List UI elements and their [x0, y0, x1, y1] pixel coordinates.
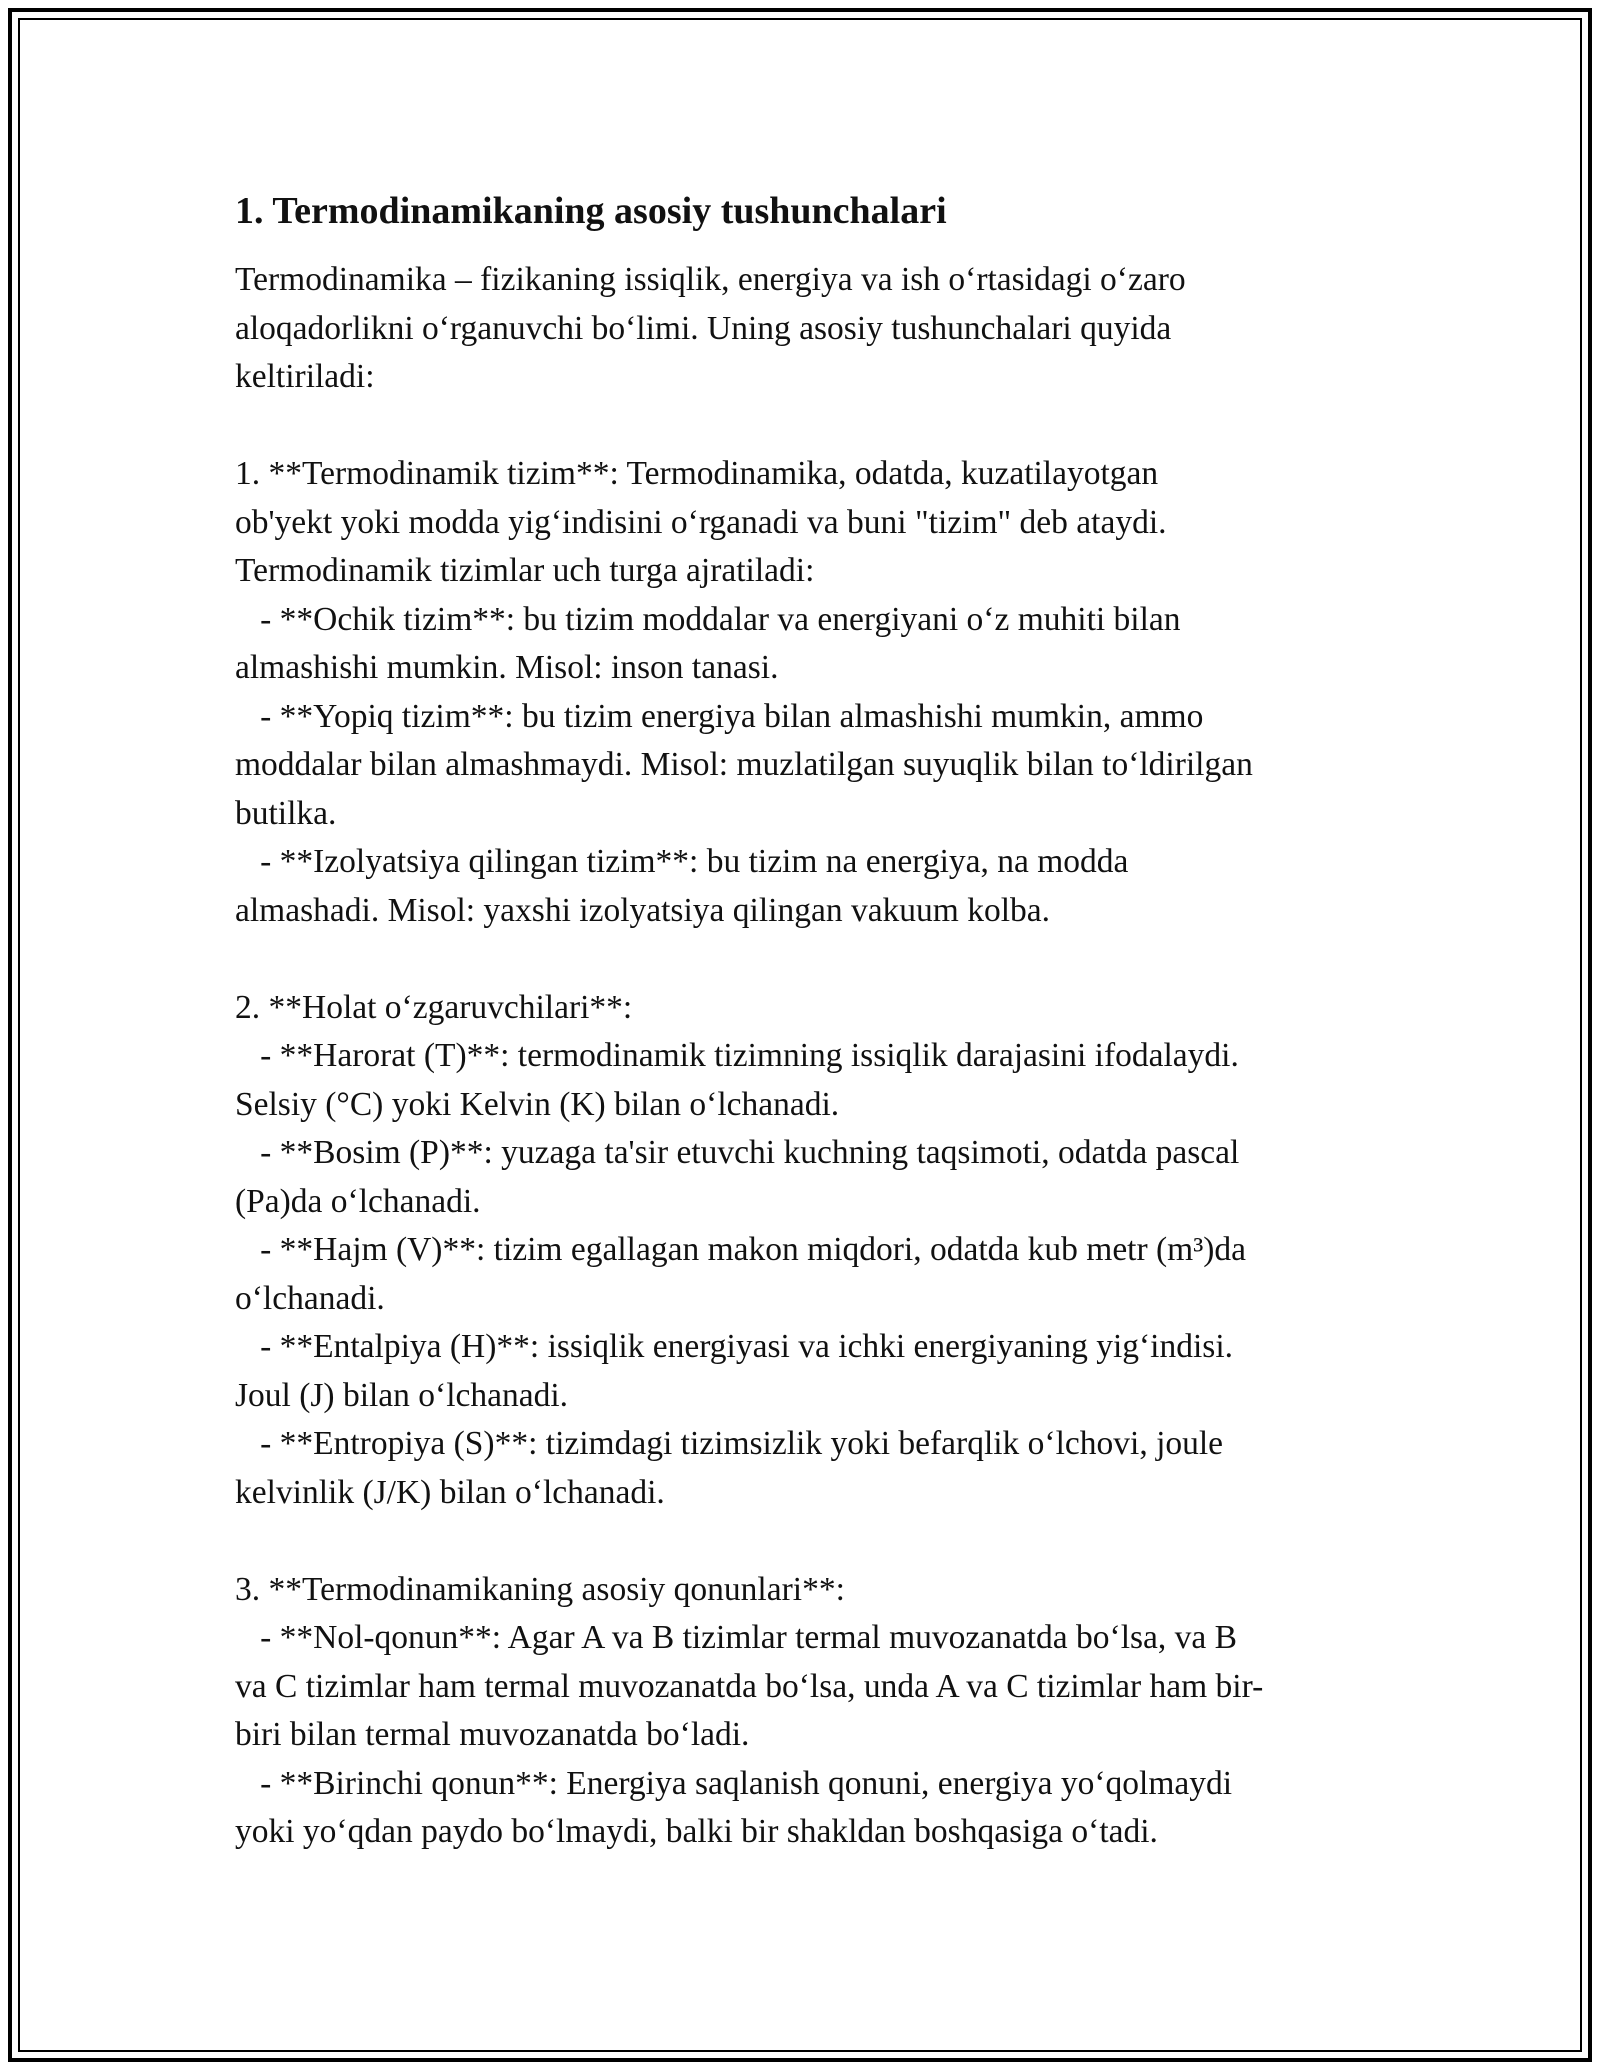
text-line: - **Bosim (P)**: yuzaga ta'sir etuvchi kuchning taqsimoti, odatda pascal [235, 1134, 1240, 1171]
paragraph-gap [235, 402, 1375, 451]
text-line: Joul (J) bilan o‘lchanadi. [235, 1376, 569, 1414]
paragraph-gap [235, 1517, 1375, 1566]
document-body [235, 186, 1375, 1857]
section-3-basic-laws [235, 1566, 1375, 1857]
text-line: - **Izolyatsiya qilingan tizim**: bu tizim na energiya, na modda [235, 843, 1129, 880]
text-line: almashadi. Misol: yaxshi izolyatsiya qilingan vakuum kolba. [235, 891, 1051, 929]
text-line: moddalar bilan almashmaydi. Misol: muzlatilgan suyuqlik bilan to‘ldirilgan [235, 746, 1253, 783]
text-line: - **Yopiq tizim**: bu tizim energiya bilan almashishi mumkin, ammo [235, 697, 1204, 735]
intro-line: keltiriladi: [235, 358, 375, 395]
text-line: - **Harorat (T)**: termodinamik tizimning issiqlik darajasini ifodalaydi. [235, 1037, 1239, 1074]
text-line: almashishi mumkin. Misol: inson tanasi. [235, 649, 779, 686]
text-line: - **Nol-qonun**: Agar A va B tizimlar termal muvozanatda bo‘lsa, va B [235, 1619, 1237, 1656]
intro-paragraph [235, 256, 1375, 402]
text-line: - **Hajm (V)**: tizim egallagan makon miqdori, odatda kub metr (m³)da [235, 1231, 1247, 1268]
section-2-state-variables [235, 984, 1375, 1518]
text-line: - **Entropiya (S)**: tizimdagi tizimsizlik yoki befarqlik o‘lchovi, joule [235, 1425, 1224, 1462]
text-line: ob'yekt yoki modda yig‘indisini o‘rganadi va buni "tizim" deb ataydi. [235, 503, 1167, 541]
text-line: - **Entalpiya (H)**: issiqlik energiyasi va ichki energiyaning yig‘indisi. [235, 1328, 1233, 1365]
text-line: - **Ochik tizim**: bu tizim moddalar va energiyani o‘z muhiti bilan [235, 600, 1181, 638]
text-line: yoki yo‘qdan paydo bo‘lmaydi, balki bir shakldan boshqasiga o‘tadi. [235, 1813, 1158, 1850]
paragraph-gap [235, 935, 1375, 984]
text-line: Termodinamik tizimlar uch turga ajratiladi: [235, 552, 815, 589]
section-1-thermodynamic-system [235, 450, 1375, 935]
intro-line: aloqadorlikni o‘rganuvchi bo‘limi. Uning asosiy tushunchalari quyida [235, 309, 1172, 347]
text-line: butilka. [235, 794, 337, 832]
text-line: (Pa)da o‘lchanadi. [235, 1182, 481, 1220]
text-line: kelvinlik (J/K) bilan o‘lchanadi. [235, 1473, 665, 1511]
text-line: Selsiy (°C) yoki Kelvin (K) bilan o‘lchanadi. [235, 1085, 840, 1123]
text-line: 1. **Termodinamik tizim**: Termodinamika, odatda, kuzatilayotgan [235, 455, 1159, 492]
text-line: biri bilan termal muvozanatda bo‘ladi. [235, 1716, 750, 1753]
text-line: va C tizimlar ham termal muvozanatda bo‘lsa, unda A va C tizimlar ham bir- [235, 1667, 1264, 1705]
section-heading: 1. Termodinamikaning asosiy tushunchalari [235, 190, 947, 232]
text-line: o‘lchanadi. [235, 1279, 385, 1317]
text-line: 2. **Holat o‘zgaruvchilari**: [235, 988, 633, 1026]
text-line: 3. **Termodinamikaning asosiy qonunlari**: [235, 1570, 845, 1608]
intro-line: Termodinamika – fizikaning issiqlik, energiya va ish o‘rtasidagi o‘zaro [235, 261, 1186, 298]
text-line: - **Birinchi qonun**: Energiya saqlanish qonuni, energiya yo‘qolmaydi [235, 1764, 1233, 1802]
